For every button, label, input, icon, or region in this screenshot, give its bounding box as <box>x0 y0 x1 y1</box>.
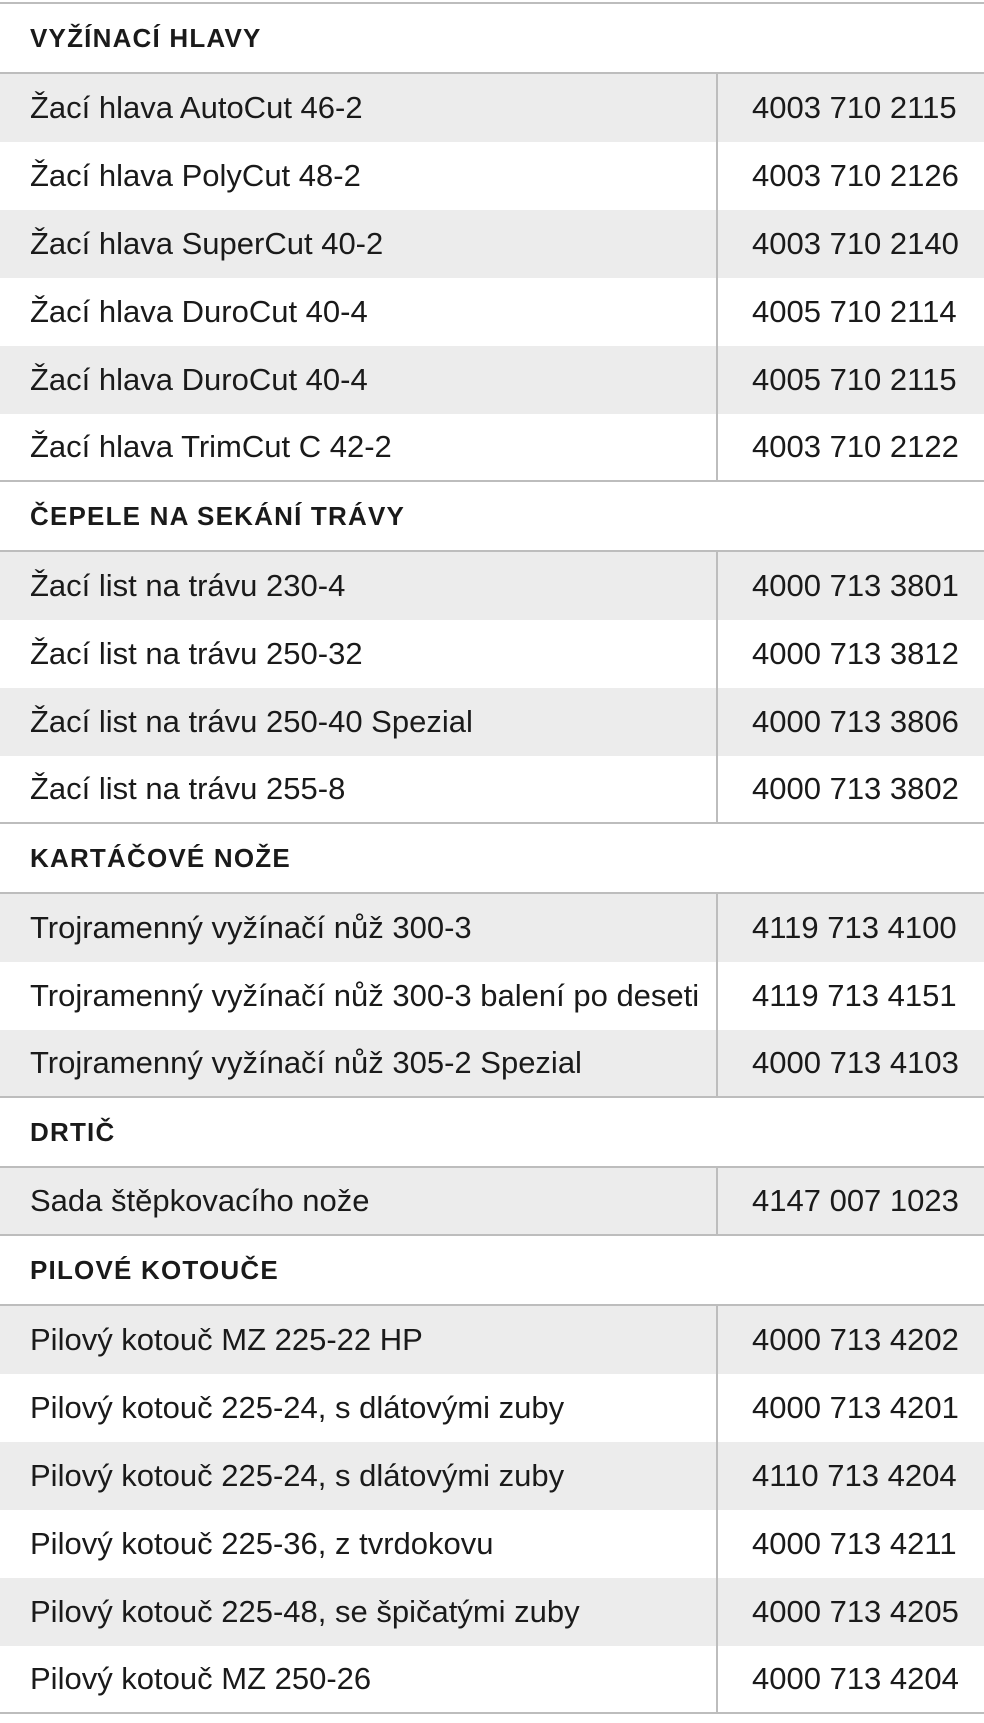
product-code-cell: 4003 710 2126 <box>752 158 959 193</box>
table-row <box>0 620 984 688</box>
product-code-cell: 4110 713 4204 <box>752 1458 957 1493</box>
section-header: ČEPELE NA SEKÁNÍ TRÁVY <box>0 482 984 552</box>
product-code-cell: 4119 713 4100 <box>752 910 957 945</box>
product-name-cell: Sada štěpkovacího nože <box>0 1168 718 1234</box>
section-block <box>0 1098 984 1236</box>
product-name-cell: Pilový kotouč MZ 225-22 HP <box>0 1306 718 1374</box>
product-code-cell: 4000 713 4211 <box>752 1526 957 1561</box>
section-header: KARTÁČOVÉ NOŽE <box>0 824 984 894</box>
product-code-cell: 4000 713 3806 <box>752 704 959 739</box>
product-code-cell: 4000 713 3812 <box>752 636 959 671</box>
section-block <box>0 482 984 824</box>
section-header: DRTIČ <box>0 1098 984 1168</box>
product-code-cell: 4000 713 3802 <box>752 771 959 806</box>
product-code-cell: 4005 710 2115 <box>752 362 957 397</box>
parts-table <box>0 2 984 1714</box>
table-row <box>0 1510 984 1578</box>
product-name-cell: Pilový kotouč 225-24, s dlátovými zuby <box>0 1374 718 1442</box>
table-row <box>0 414 984 482</box>
section-block <box>0 4 984 482</box>
product-name-cell: Žací hlava PolyCut 48-2 <box>0 142 718 210</box>
product-code-cell: 4005 710 2114 <box>752 294 957 329</box>
section-block <box>0 1236 984 1714</box>
table-row <box>0 552 984 620</box>
product-name-cell: Pilový kotouč 225-36, z tvrdokovu <box>0 1510 718 1578</box>
product-code-cell: 4000 713 4103 <box>752 1045 959 1080</box>
table-row <box>0 74 984 142</box>
table-row <box>0 1306 984 1374</box>
table-row <box>0 210 984 278</box>
table-row <box>0 1374 984 1442</box>
product-code-cell: 4003 710 2140 <box>752 226 959 261</box>
product-name-cell: Trojramenný vyžínačí nůž 300-3 <box>0 894 718 962</box>
product-name-cell: Žací hlava SuperCut 40-2 <box>0 210 718 278</box>
product-code-cell: 4000 713 4202 <box>752 1322 959 1357</box>
product-name-cell: Trojramenný vyžínačí nůž 305-2 Spezial <box>0 1030 718 1096</box>
table-row <box>0 278 984 346</box>
table-row <box>0 1168 984 1236</box>
product-code-cell: 4000 713 4205 <box>752 1594 959 1629</box>
table-row <box>0 142 984 210</box>
section-header: PILOVÉ KOTOUČE <box>0 1236 984 1306</box>
product-name-cell: Pilový kotouč MZ 250-26 <box>0 1646 718 1712</box>
product-name-cell: Žací hlava AutoCut 46-2 <box>0 74 718 142</box>
product-code-cell: 4003 710 2122 <box>752 429 959 464</box>
product-code-cell: 4000 713 4204 <box>752 1661 959 1696</box>
table-row <box>0 894 984 962</box>
product-name-cell: Žací list na trávu 250-40 Spezial <box>0 688 718 756</box>
section-header: VYŽÍNACÍ HLAVY <box>0 4 984 74</box>
product-name-cell: Žací list na trávu 255-8 <box>0 756 718 822</box>
product-name-cell: Trojramenný vyžínačí nůž 300-3 balení po deseti <box>0 962 718 1030</box>
table-row <box>0 346 984 414</box>
product-name-cell: Žací list na trávu 230-4 <box>0 552 718 620</box>
table-row <box>0 756 984 824</box>
table-row <box>0 962 984 1030</box>
product-name-cell: Pilový kotouč 225-48, se špičatými zuby <box>0 1578 718 1646</box>
table-row <box>0 688 984 756</box>
product-name-cell: Žací list na trávu 250-32 <box>0 620 718 688</box>
product-code-cell: 4003 710 2115 <box>752 90 957 125</box>
product-name-cell: Pilový kotouč 225-24, s dlátovými zuby <box>0 1442 718 1510</box>
table-row <box>0 1030 984 1098</box>
table-row <box>0 1646 984 1714</box>
product-code-cell: 4119 713 4151 <box>752 978 957 1013</box>
section-block <box>0 824 984 1098</box>
product-name-cell: Žací hlava TrimCut C 42-2 <box>0 414 718 480</box>
table-row <box>0 1578 984 1646</box>
product-code-cell: 4000 713 3801 <box>752 568 959 603</box>
product-name-cell: Žací hlava DuroCut 40-4 <box>0 346 718 414</box>
product-name-cell: Žací hlava DuroCut 40-4 <box>0 278 718 346</box>
product-code-cell: 4000 713 4201 <box>752 1390 959 1425</box>
product-code-cell: 4147 007 1023 <box>752 1183 959 1218</box>
table-row <box>0 1442 984 1510</box>
